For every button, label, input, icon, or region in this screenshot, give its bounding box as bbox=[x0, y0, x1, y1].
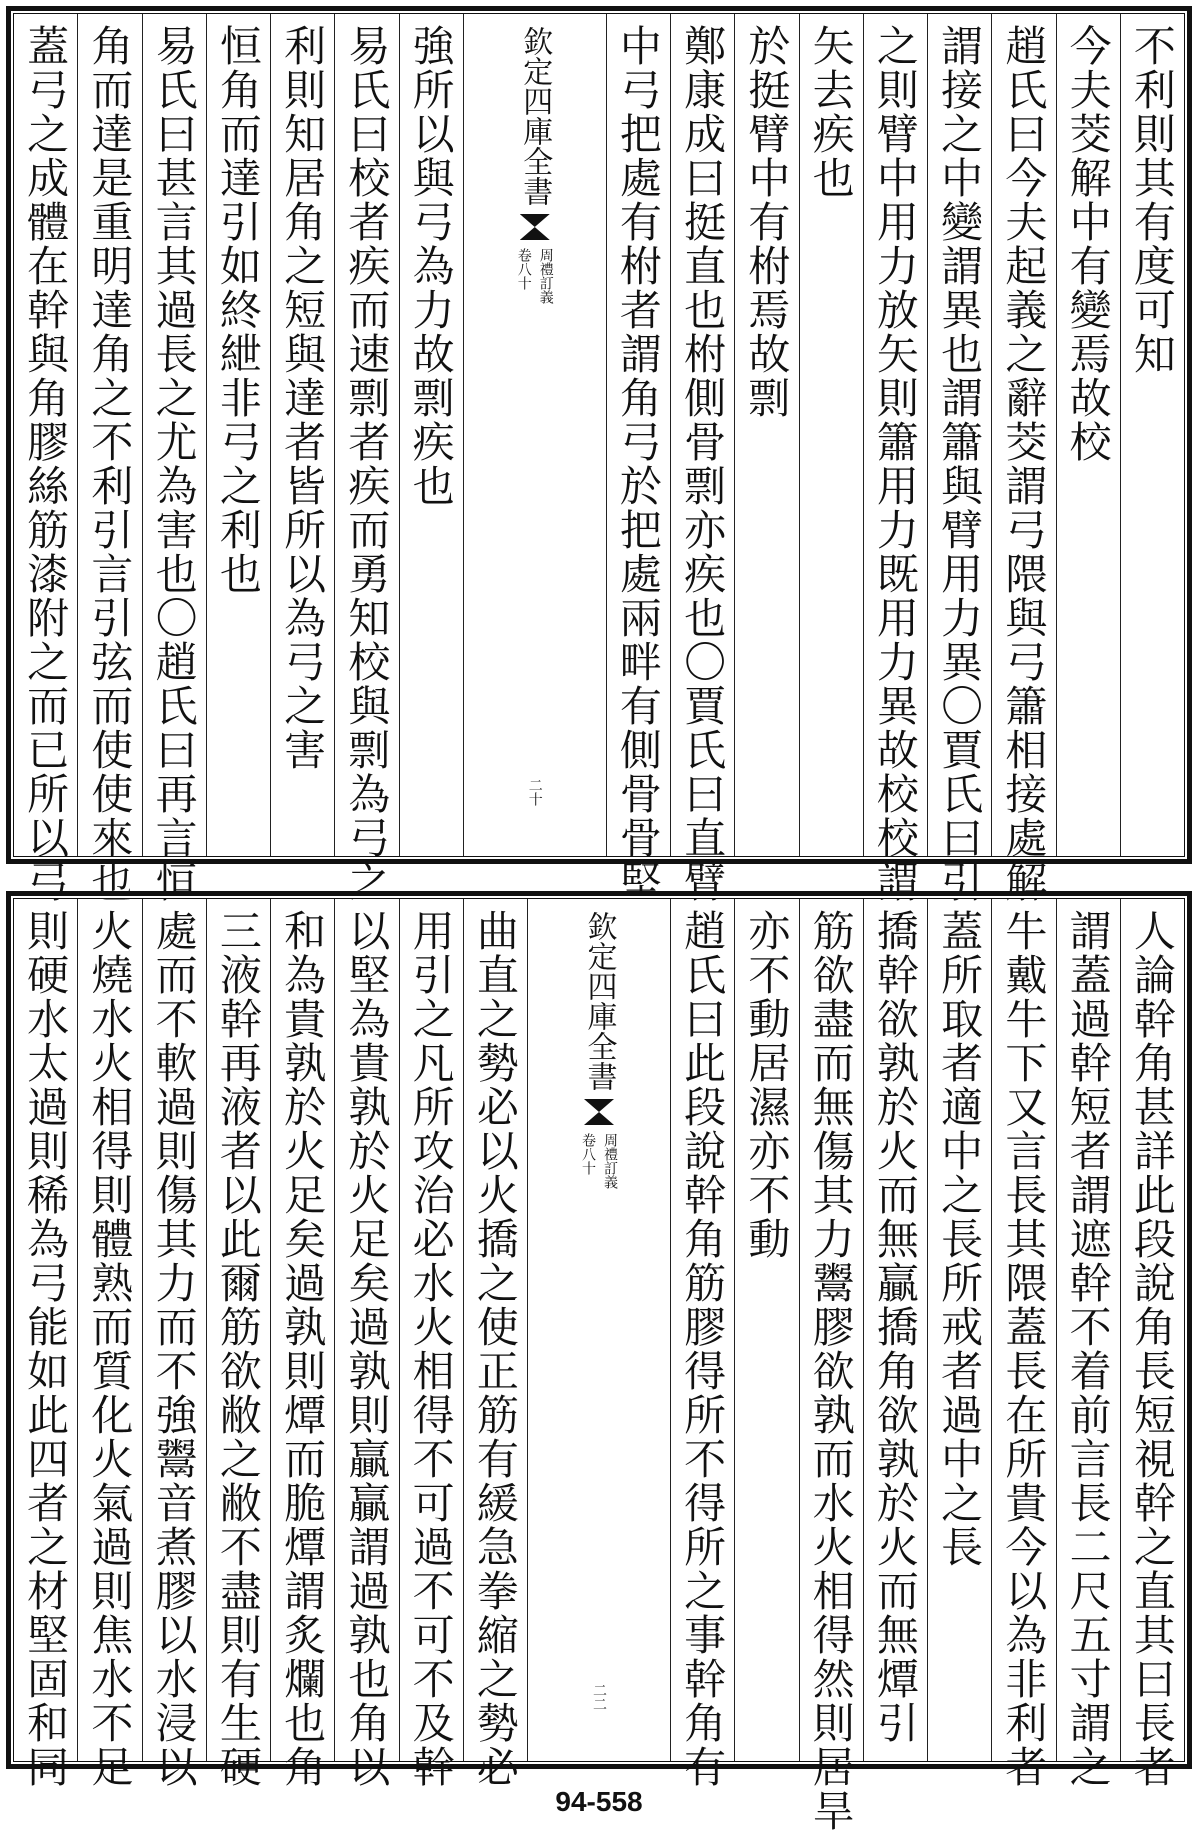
page-number: 94-558 bbox=[555, 1786, 643, 1817]
text-column: 筋欲盡而無傷其力鬻膠欲孰而水火相得然則居旱 bbox=[799, 899, 863, 1761]
text-column: 今夫茭解中有變焉故校 bbox=[1056, 14, 1120, 856]
text-column: 三液幹再液者以此爾筋欲敝之敝不盡則有生硬 bbox=[206, 899, 270, 1761]
text-column: 矢去疾也 bbox=[799, 14, 863, 856]
center-gutter bbox=[463, 14, 606, 856]
text-column: 以堅為貴孰於火足矣過孰則贏贏謂過孰也角以 bbox=[334, 899, 398, 1761]
text-column: 蓋所取者適中之長所戒者過中之長 bbox=[927, 899, 991, 1761]
gutter-volume: 卷八十 bbox=[515, 248, 532, 290]
text-column: 處而不軟過則傷其力而不強鬻音煮膠以水浸以 bbox=[142, 899, 206, 1761]
text-column: 和為貴孰於火足矣過孰則燂而脆燂謂炙爛也角 bbox=[270, 899, 334, 1761]
gutter-book-info bbox=[514, 248, 556, 304]
gutter-book-name: 周禮訂義 bbox=[537, 248, 554, 304]
gutter-volume: 卷八十 bbox=[580, 1133, 596, 1175]
gutter-title: 欽定四庫全書 bbox=[517, 26, 553, 206]
text-column: 牛戴牛下又言長其隈蓋長在所貴今以為非利者 bbox=[991, 899, 1055, 1761]
gutter-leaf-number: 二十 bbox=[526, 778, 543, 806]
gutter-book-name: 周禮訂義 bbox=[602, 1133, 618, 1189]
text-column: 趙氏曰今夫起義之辭茭謂弓隈與弓簫相接處解 bbox=[991, 14, 1055, 856]
text-column: 火燒水火相得則體熟而質化火氣過則焦水不足 bbox=[77, 899, 141, 1761]
text-column: 易氏曰甚言其過長之尤為害也〇趙氏曰再言恒 bbox=[142, 14, 206, 856]
text-column: 人論幹角甚詳此段說角長短視幹之直其曰長者 bbox=[1120, 899, 1184, 1761]
text-column: 中弓把處有柎者謂角弓於把處兩畔有側骨骨堅 bbox=[606, 14, 670, 856]
text-column: 之則臂中用力放矢則簫用力既用力異故校校謂 bbox=[863, 14, 927, 856]
text-column: 恒角而達引如終紲非弓之利也 bbox=[206, 14, 270, 856]
text-column: 撟幹欲孰於火而無贏撟角欲孰於火而無燂引 bbox=[863, 899, 927, 1761]
text-column: 則硬水太過則稀為弓能如此四者之材堅固和同 bbox=[21, 909, 71, 1789]
text-column: 角而達是重明達角之不利引言引弦而使使來也 bbox=[77, 14, 141, 856]
fishtail-mark-icon bbox=[584, 1099, 614, 1125]
text-column: 鄭康成曰挺直也柎側骨剽亦疾也〇賈氏曰直臂 bbox=[670, 14, 734, 856]
text-column: 強所以與弓為力故剽疾也 bbox=[399, 14, 463, 856]
text-column: 不利則其有度可知 bbox=[1120, 14, 1184, 856]
text-column: 謂蓋過幹短者謂遮幹不着前言長二尺五寸謂之 bbox=[1056, 899, 1120, 1761]
text-column: 曲直之勢必以火撟之使正筋有緩急拳縮之勢必 bbox=[463, 899, 527, 1761]
gutter-title: 欽定四庫全書 bbox=[581, 911, 617, 1091]
fishtail-mark-icon bbox=[520, 214, 550, 240]
text-column: 利則知居角之短與達者皆所以為弓之害 bbox=[270, 14, 334, 856]
upper-page bbox=[0, 0, 1198, 904]
text-column: 趙氏曰此段說幹角筋膠得所不得所之事幹角有 bbox=[670, 899, 734, 1761]
text-column: 蓋弓之成體在幹與角膠絲筋漆附之而已所以弓 bbox=[21, 24, 71, 904]
gutter-book-info bbox=[578, 1133, 620, 1189]
text-column: 於挺臂中有柎焉故剽 bbox=[734, 14, 798, 856]
text-columns bbox=[14, 14, 1184, 904]
text-column: 謂接之中變謂異也謂簫與臂用力異〇賈氏曰引 bbox=[927, 14, 991, 856]
text-column: 用引之凡所攻治必水火相得不可過不可不及幹 bbox=[399, 899, 463, 1761]
gutter-leaf-number: 二二 bbox=[591, 1683, 607, 1711]
text-column: 易氏曰校者疾而速剽者疾而勇知校與剽為弓之 bbox=[334, 14, 398, 856]
center-gutter bbox=[527, 899, 670, 1761]
text-column: 亦不動居濕亦不動 bbox=[734, 899, 798, 1761]
